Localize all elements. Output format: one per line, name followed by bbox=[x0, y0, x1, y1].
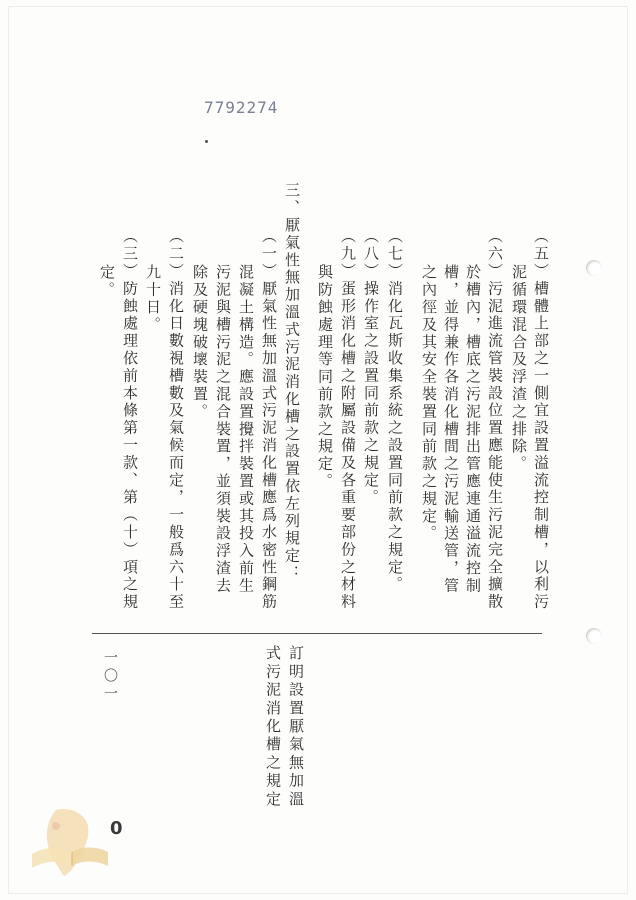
text-column: （一）厭氣性無加溫式污泥消化槽應爲水密性鋼筋 bbox=[260, 228, 278, 611]
punch-hole bbox=[586, 628, 602, 644]
logo-glyph: 0 bbox=[110, 818, 123, 839]
text-column: （七）消化瓦斯收集系統之設置同前款之規定。 bbox=[386, 228, 404, 594]
horizontal-divider bbox=[92, 633, 542, 634]
ink-dot bbox=[205, 140, 208, 143]
margin-note-column: 式污泥消化槽之規定 bbox=[264, 645, 282, 809]
text-column: 混凝土構造。應設置攪拌裝置或其投入前生 bbox=[237, 264, 255, 595]
text-column: 泥循環混合及浮渣之排除。 bbox=[510, 264, 528, 473]
text-column: 污泥與槽污泥之混合裝置，並須裝設浮渣去 bbox=[214, 264, 232, 595]
text-column: （九）蛋形消化槽之附屬設備及各重要部份之材料 bbox=[339, 228, 357, 611]
text-column: （二）消化日數視槽數及氣候而定，一般爲六十至 bbox=[167, 228, 185, 611]
section-heading: 三、厭氣性無加溫式污泥消化槽之設置依左列規定： bbox=[283, 182, 301, 583]
archive-logo bbox=[26, 804, 136, 878]
margin-note-column: 訂明設置厭氣無加溫 bbox=[287, 645, 305, 809]
text-column: 九十日。 bbox=[144, 264, 162, 334]
page-number: 一〇一 bbox=[102, 650, 118, 704]
punch-hole bbox=[586, 260, 602, 276]
document-number: 7792274 bbox=[204, 98, 279, 117]
text-column: 之內徑及其安全裝置同前款之規定。 bbox=[420, 264, 438, 543]
taiwan-map-icon bbox=[47, 809, 88, 876]
text-column: （六）污泥進流管裝設位置應能使生污泥完全擴散 bbox=[486, 228, 504, 611]
text-column: （五）槽體上部之一側宜設置溢流控制槽，以利污 bbox=[532, 228, 550, 611]
text-column: （八）操作室之設置同前款之規定。 bbox=[362, 228, 380, 507]
text-column: （三）防蝕處理依前本條第一款、第（十）項之規 bbox=[121, 228, 139, 611]
text-column: 於槽內，槽底之污泥排出管應連通溢流控制 bbox=[464, 264, 482, 595]
text-column: 與防蝕處理等同前款之規定。 bbox=[316, 264, 334, 491]
text-column: 定。 bbox=[98, 264, 116, 299]
text-column: 槽，並得兼作各消化槽間之污泥輸送管，管 bbox=[442, 264, 460, 595]
text-column: 除及硬塊破壞裝置。 bbox=[191, 264, 209, 421]
